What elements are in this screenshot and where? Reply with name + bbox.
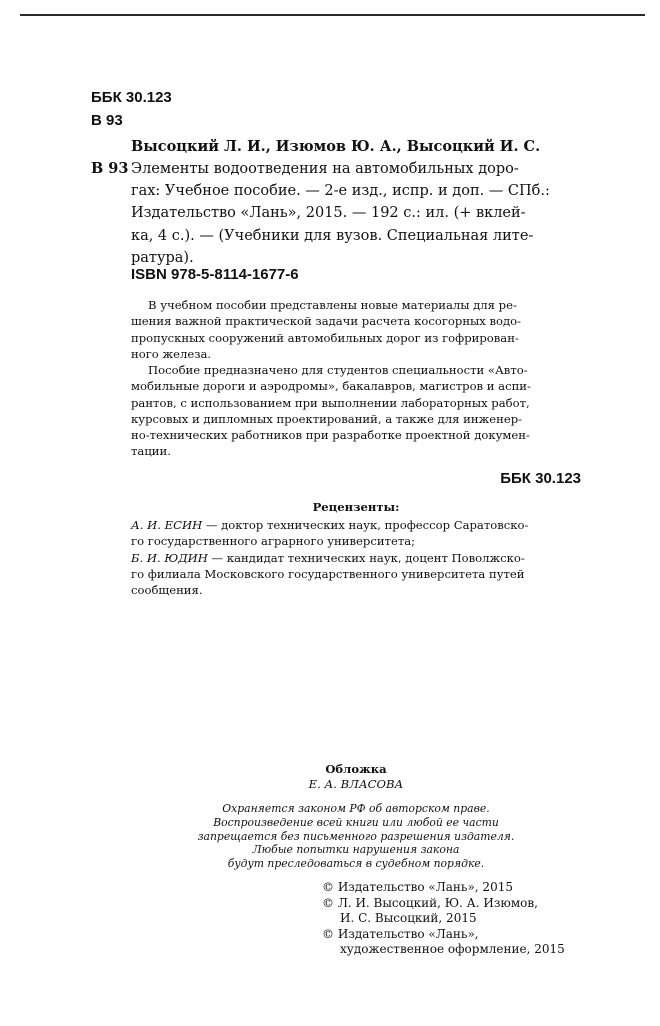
cover-designer: Е. А. ВЛАСОВА (308, 777, 404, 791)
abstract-line: Пособие предназначено для студентов специальности «Авто- (148, 363, 528, 377)
reviewer-1 (131, 517, 528, 533)
entry-authors: Высоцкий Л. И., Изюмов Ю. А., Высоцкий И. С. (131, 138, 541, 155)
copyright-line: художественное оформление, 2015 (340, 942, 565, 956)
isbn: ISBN 978-5-8114-1677-6 (131, 266, 299, 283)
description-line: гах: Учебное пособие. — 2-е изд., испр. и доп. — СПб.: (131, 183, 550, 200)
cover-title: Обложка (325, 762, 387, 776)
abstract-paragraph-1 (131, 297, 581, 362)
copyright-line: © Л. И. Высоцкий, Ю. А. Изюмов, (322, 895, 538, 910)
abstract-line: пропускных сооружений автомобильных дорог из гофрирован- (131, 330, 519, 345)
entry-code: В 93 (91, 160, 129, 177)
description-line: ка, 4 с.). — (Учебники для вузов. Специальная лите- (131, 227, 534, 244)
top-rule (20, 14, 645, 16)
copyright-line: © Издательство «Лань», 2015 (322, 880, 513, 894)
reviewers-list (131, 517, 528, 598)
reviewer-2-cont: сообщения. (131, 583, 203, 598)
reviewer-2 (131, 550, 528, 566)
reviewer-2-cont: го филиала Московского государственного университета путей (131, 566, 525, 581)
description-line: ратура). (131, 249, 194, 266)
notice-line: Охраняется законом РФ об авторском праве. (222, 802, 490, 815)
copyright-notice (131, 802, 581, 871)
notice-line: запрещается без письменного разрешения издателя. (197, 829, 515, 843)
reviewer-1-name: А. И. ЕСИН (131, 518, 203, 532)
copyright-line: И. С. Высоцкий, 2015 (340, 911, 477, 925)
abstract-line: но-технических работников при разработке проектной докумен- (131, 428, 530, 443)
reviewer-2-name: Б. И. ЮДИН (131, 550, 208, 565)
abstract-line: курсовых и дипломных проектирований, а также для инженер- (131, 411, 523, 426)
abstract-line: В учебном пособии представлены новые материалы для ре- (148, 298, 517, 312)
notice-line: будут преследоваться в судебном порядке. (227, 857, 485, 871)
bbk-code: ББК 30.123 (91, 89, 172, 106)
abstract-line: шения важной практической задачи расчета косогорных водо- (131, 314, 522, 329)
copyright-line: © Издательство «Лань», (322, 926, 479, 941)
bbk-header (91, 86, 172, 132)
description-line: Издательство «Лань», 2015. — 192 с.: ил. (+ вклей- (131, 205, 526, 222)
abstract-line: мобильные дороги и аэродромы», бакалавров, магистров и аспи- (131, 379, 531, 394)
bbk-code-bottom: ББК 30.123 (500, 470, 581, 487)
author-mark: В 93 (91, 112, 123, 129)
reviewer-2-text: — кандидат технических наук, доцент Поволжско- (207, 550, 525, 565)
abstract-line: ного железа. (131, 346, 212, 361)
copyright-block (322, 880, 565, 958)
reviewer-1-cont: го государственного аграрного университета; (131, 534, 416, 549)
reviewers-title: Рецензенты: (312, 500, 400, 514)
entry-description (131, 158, 581, 269)
notice-line: Воспроизведение всей книги или любой ее части (213, 815, 499, 829)
abstract-paragraph-2 (131, 362, 581, 460)
reviewer-1-text: — доктор технических наук, профессор Саратовско- (202, 518, 529, 532)
notice-line: Любые попытки нарушения закона (252, 843, 460, 857)
abstract-line: тации. (131, 444, 171, 459)
description-line: Элементы водоотведения на автомобильных доро- (131, 161, 519, 177)
abstract-line: рантов, с использованием при выполнении лабораторных работ, (131, 395, 530, 410)
